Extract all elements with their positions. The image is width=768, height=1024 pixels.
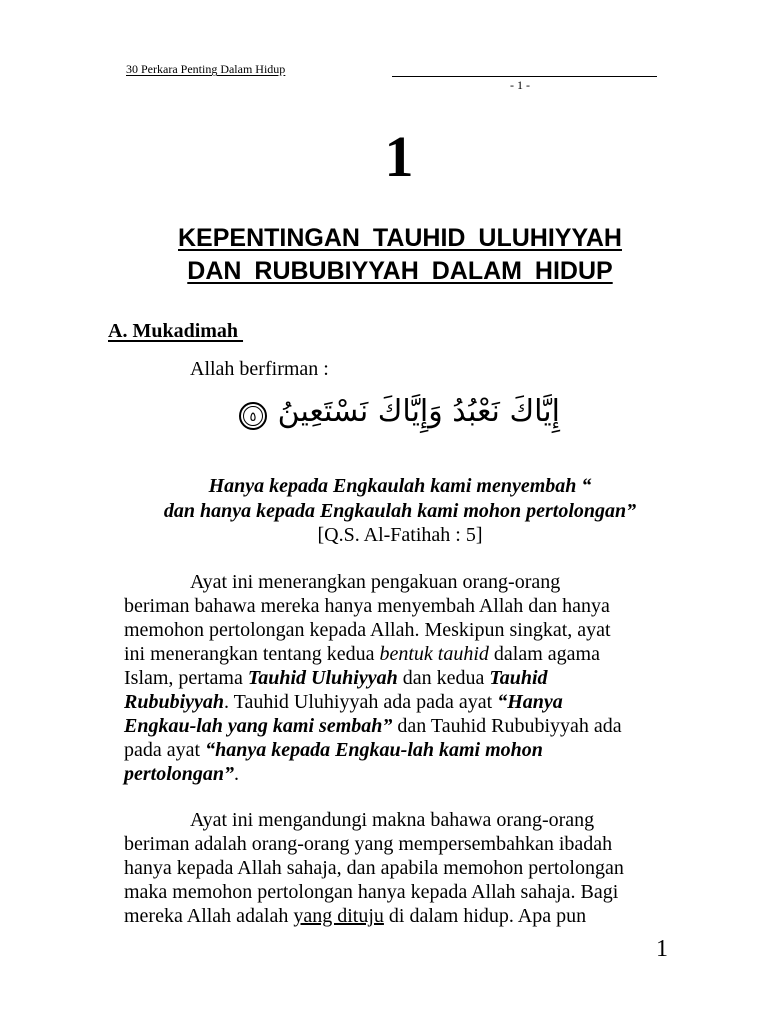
translation-line-1: Hanya kepada Engkaulah kami menyembah “ <box>208 475 592 497</box>
ayah-number: ٥ <box>249 409 257 425</box>
emphasis: “Hanya <box>497 691 563 713</box>
emphasis: “hanya kepada Engkau-lah kami mohon <box>205 739 543 761</box>
p2-line: Ayat ini mengandungi makna bahawa orang-orang <box>190 809 595 831</box>
p2-line: hanya kepada Allah sahaja, dan apabila memohon pertolongan <box>124 857 624 879</box>
arabic-verse-text: إِيَّاكَ نَعْبُدُ وَإِيَّاكَ نَسْتَعِينُ <box>277 394 560 429</box>
chapter-title <box>0 222 768 288</box>
section-heading: A. Mukadimah <box>108 320 244 342</box>
p2-line: mereka Allah adalah yang dituju di dalam hidup. Apa pun <box>124 905 587 927</box>
running-header-title: 30 Perkara Penting Dalam Hidup <box>126 62 286 76</box>
chapter-title-line-2: DAN RUBUBIYYAH DALAM HIDUP <box>187 257 613 285</box>
p1-line: Islam, pertama Tauhid Uluhiyyah dan kedua Tauhid <box>124 667 548 689</box>
paragraph-1 <box>124 570 664 786</box>
p1-line: Rububiyyah. Tauhid Uluhiyyah ada pada ayat “Hanya <box>124 691 563 713</box>
p1-line: pertolongan”. <box>124 763 240 785</box>
chapter-number: 1 <box>384 124 414 189</box>
emphasis: Engkau-lah yang kami sembah” <box>124 715 393 737</box>
emphasis: Rububiyyah <box>124 691 225 713</box>
translation-line-2: dan hanya kepada Engkaulah kami mohon pertolongan” <box>163 500 637 522</box>
verse-translation <box>0 474 768 524</box>
p1-line: memohon pertolongan kepada Allah. Meskipun singkat, ayat <box>124 619 611 641</box>
underlined-text: yang dituju <box>293 905 384 927</box>
paragraph-2 <box>124 808 664 928</box>
header-rule <box>392 76 657 77</box>
emphasis: bentuk tauhid <box>379 643 489 665</box>
chapter-title-line-1: KEPENTINGAN TAUHID ULUHIYYAH <box>178 224 622 252</box>
p1-line: ini menerangkan tentang kedua bentuk tauhid dalam agama <box>124 643 600 665</box>
emphasis: pertolongan” <box>124 763 235 785</box>
arabic-verse <box>240 388 560 436</box>
ayah-end-icon <box>238 398 268 428</box>
p2-line: maka memohon pertolongan hanya kepada Allah sahaja. Bagi <box>124 881 619 903</box>
verse-reference: [Q.S. Al-Fatihah : 5] <box>317 524 483 546</box>
p1-line: pada ayat “hanya kepada Engkau-lah kami mohon <box>124 739 543 761</box>
p1-line: Engkau-lah yang kami sembah” dan Tauhid Rububiyyah ada <box>124 715 622 737</box>
emphasis: Tauhid Uluhiyyah <box>247 667 398 689</box>
p1-line: Ayat ini menerangkan pengakuan orang-orang <box>190 571 561 593</box>
footer-page-number: 1 <box>656 936 668 962</box>
header-page-marker: - 1 - <box>510 78 530 92</box>
p2-line: beriman adalah orang-orang yang mempersembahkan ibadah <box>124 833 613 855</box>
p1-line: beriman bahawa mereka hanya menyembah Allah dan hanya <box>124 595 610 617</box>
intro-text: Allah berfirman : <box>190 358 329 380</box>
emphasis: Tauhid <box>489 667 548 689</box>
